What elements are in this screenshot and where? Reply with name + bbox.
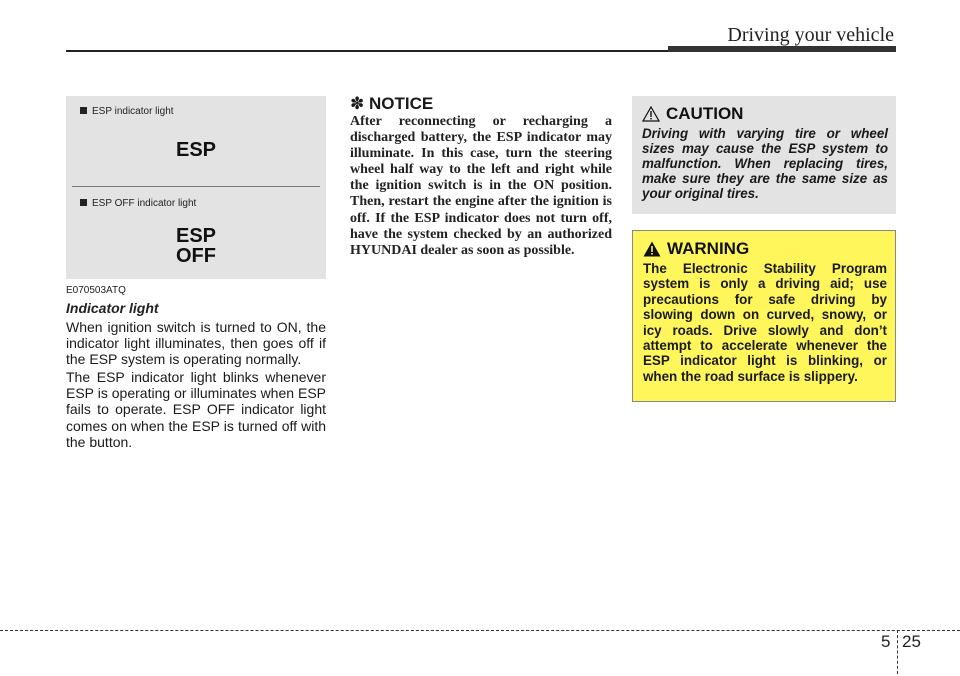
caution-header: [642, 104, 888, 124]
paragraph-indicator-behavior: When ignition switch is turned to ON, the indicator light illuminates, then goes off if the ESP system is operating normally.: [66, 319, 326, 368]
figure-caption-esp: ESP indicator light: [80, 106, 174, 117]
caution-triangle-icon: [642, 106, 660, 122]
indicator-figure: [66, 96, 326, 279]
footer-rule: [0, 630, 960, 631]
warning-title: WARNING: [667, 239, 750, 258]
header-rule-accent: [668, 46, 896, 52]
page-header-title: Driving your vehicle: [727, 24, 894, 46]
paragraph-indicator-blink: The ESP indicator light blinks whenever ESP is operating or illuminates when ESP fails to operate. ESP OFF indicator light comes on when the ESP is turned off with the button.: [66, 369, 326, 450]
bullet-square-icon: [80, 199, 87, 206]
notice-text: After reconnecting or recharging a discharged battery, the ESP indicator may illuminate. In this case, turn the steering wheel half way to the left and right while the ignition switch is in the ON position. Then, restart the engine after the ignition is off. If the ESP indicator does not turn off, have the system checked by an authorized HYUNDAI dealer as soon as possible.: [350, 114, 612, 258]
caution-title: CAUTION: [666, 104, 744, 123]
figure-divider: [72, 186, 320, 187]
warning-text: The Electronic Stability Program system is only a driving aid; use precautions for safe driving by slowing down on curved, snowy, or icy roads. Drive slowly and don’t attempt to accelerate whenever the ESP indicator light is blinking, or when the road surface is slippery.: [643, 261, 887, 384]
section-subheading: Indicator light: [66, 300, 159, 316]
section-code: E070503ATQ: [66, 285, 126, 296]
page-section-number: 5: [881, 632, 891, 651]
figure-caption-esp-off: ESP OFF indicator light: [80, 198, 196, 209]
warning-triangle-icon: [643, 241, 661, 257]
esp-off-indicator-symbol-line2: OFF: [176, 245, 216, 267]
header-rule: [66, 50, 670, 52]
esp-indicator-symbol: ESP: [175, 139, 217, 161]
warning-box: [632, 230, 896, 402]
esp-off-indicator-symbol-line1: ESP: [175, 225, 217, 247]
caution-box: [632, 96, 896, 214]
caution-text: Driving with varying tire or wheel sizes may cause the ESP system to malfunction. When replacing tires, make sure they are the same size as your original tires.: [642, 126, 888, 201]
page-number-separator: [897, 630, 898, 674]
notice-heading: ✽ NOTICE: [350, 94, 434, 113]
page-number: 25: [902, 632, 921, 651]
warning-header: [643, 239, 887, 259]
bullet-square-icon: [80, 107, 87, 114]
